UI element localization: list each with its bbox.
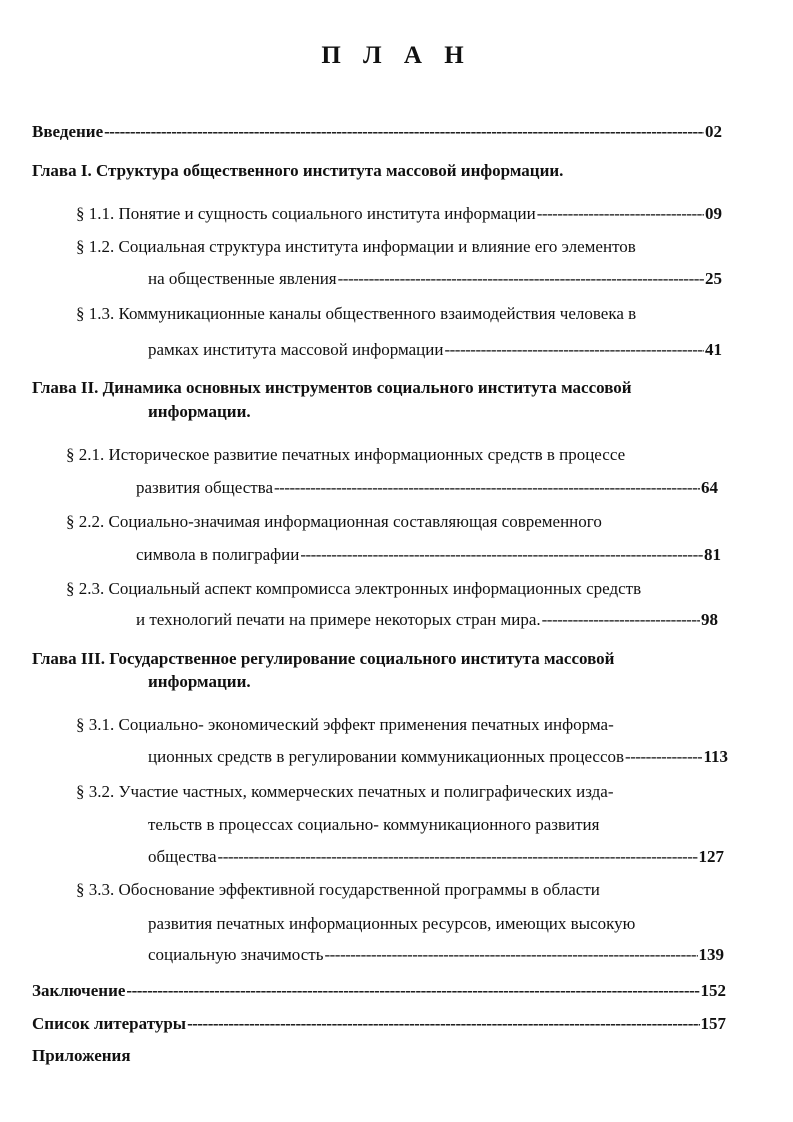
toc-entry-label: на общественные явления xyxy=(148,269,337,288)
chapter-heading-text: Глава I. Структура общественного института массовой информации. xyxy=(32,161,564,180)
chapter-heading-text: информации. xyxy=(148,672,251,691)
toc-entry-intro[interactable] xyxy=(32,121,722,143)
toc-page-number: 113 xyxy=(703,747,728,766)
toc-entry-label: тельств в процессах социально- коммуникационного развития xyxy=(148,815,600,834)
toc-entry-label: § 1.1. Понятие и сущность социального института информации xyxy=(76,204,536,223)
toc-leader xyxy=(338,268,704,290)
toc-entry-label: Список литературы xyxy=(32,1014,187,1033)
toc-page-number: 152 xyxy=(700,981,726,1000)
toc-entry-references[interactable] xyxy=(32,1013,726,1035)
toc-page-number: 41 xyxy=(705,340,722,359)
toc-entry-3-3-line3[interactable] xyxy=(148,944,724,966)
toc-leader xyxy=(542,609,700,631)
toc-entry-2-2-line1[interactable] xyxy=(66,511,756,533)
toc-entry-appendix[interactable] xyxy=(32,1045,332,1067)
toc-entry-label: § 2.1. Историческое развитие печатных информационных средств в процессе xyxy=(66,445,626,464)
chapter-heading-text: Глава II. Динамика основных инструментов социального института массовой xyxy=(32,378,632,397)
toc-page-number: 02 xyxy=(705,122,722,141)
toc-leader xyxy=(126,980,699,1002)
toc-page-number: 25 xyxy=(705,269,722,288)
toc-entry-1-2-line1[interactable] xyxy=(76,236,756,258)
chapter-2-heading-line1[interactable] xyxy=(32,377,762,399)
chapter-heading-text: информации. xyxy=(148,402,251,421)
toc-entry-label: Введение xyxy=(32,122,104,141)
toc-entry-label: Заключение xyxy=(32,981,126,1000)
toc-entry-conclusion[interactable] xyxy=(32,980,726,1002)
toc-page-number: 98 xyxy=(701,610,718,629)
chapter-heading-text: Глава III. Государственное регулирование социального института массовой xyxy=(32,649,615,668)
toc-entry-label: § 3.3. Обоснование эффективной государственной программы в области xyxy=(76,880,600,899)
toc-page-number: 81 xyxy=(704,545,721,564)
toc-entry-label: ционных средств в регулировании коммуникационных процессов xyxy=(148,747,625,766)
toc-leader xyxy=(444,339,704,361)
toc-entry-label: § 3.1. Социально- экономический эффект применения печатных информа- xyxy=(76,715,614,734)
page-title: П Л А Н xyxy=(321,42,472,69)
toc-entry-label: символа в полиграфии xyxy=(136,545,300,564)
toc-leader xyxy=(218,846,698,868)
toc-entry-3-1-line2[interactable] xyxy=(148,746,728,768)
toc-page-number: 127 xyxy=(698,847,724,866)
toc-entry-label: § 3.2. Участие частных, коммерческих печатных и полиграфических изда- xyxy=(76,782,614,801)
toc-entry-2-3-line2[interactable] xyxy=(136,609,718,631)
toc-entry-3-1-line1[interactable] xyxy=(76,714,766,736)
toc-page-number: 64 xyxy=(701,478,718,497)
toc-page-number: 139 xyxy=(698,945,724,964)
toc-page-number: 157 xyxy=(700,1014,726,1033)
toc-entry-2-1-line2[interactable] xyxy=(136,477,718,499)
chapter-3-heading-line2[interactable] xyxy=(148,671,448,693)
toc-leader xyxy=(537,203,704,225)
toc-entry-1-2-line2[interactable] xyxy=(148,268,722,290)
toc-entry-3-2-line1[interactable] xyxy=(76,781,766,803)
chapter-1-heading[interactable] xyxy=(32,160,732,182)
toc-entry-label: § 2.3. Социальный аспект компромисса электронных информационных средств xyxy=(66,579,642,598)
toc-page-number: 09 xyxy=(705,204,722,223)
toc-entry-3-3-line1[interactable] xyxy=(76,879,766,901)
toc-leader xyxy=(274,477,700,499)
toc-entry-label: § 1.3. Коммуникационные каналы общественного взаимодействия человека в xyxy=(76,304,637,323)
toc-entry-2-3-line1[interactable] xyxy=(66,578,766,600)
toc-entry-3-2-line2[interactable] xyxy=(148,814,748,836)
chapter-2-heading-line2[interactable] xyxy=(148,401,448,423)
toc-entry-label: развития печатных информационных ресурсов, имеющих высокую xyxy=(148,914,636,933)
toc-entry-1-3-line2[interactable] xyxy=(148,339,722,361)
toc-entry-2-1-line1[interactable] xyxy=(66,444,756,466)
toc-entry-label: и технологий печати на примере некоторых стран мира. xyxy=(136,610,541,629)
toc-entry-1-3-line1[interactable] xyxy=(76,303,756,325)
toc-leader xyxy=(625,746,702,768)
toc-entry-label: § 1.2. Социальная структура института информации и влияние его элементов xyxy=(76,237,636,256)
chapter-3-heading-line1[interactable] xyxy=(32,648,762,670)
toc-leader xyxy=(300,544,703,566)
toc-entry-3-3-line2[interactable] xyxy=(148,913,748,935)
toc-entry-label: общества xyxy=(148,847,217,866)
toc-entry-label: социальную значимость xyxy=(148,945,324,964)
toc-entry-label: Приложения xyxy=(32,1046,131,1065)
toc-entry-label: развития общества xyxy=(136,478,274,497)
toc-entry-3-2-line3[interactable] xyxy=(148,846,724,868)
toc-leader xyxy=(324,944,697,966)
toc-entry-1-1[interactable] xyxy=(76,203,722,225)
toc-leader xyxy=(187,1013,699,1035)
toc-entry-2-2-line2[interactable] xyxy=(136,544,721,566)
toc-entry-label: рамках института массовой информации xyxy=(148,340,444,359)
toc-leader xyxy=(104,121,704,143)
toc-entry-label: § 2.2. Социально-значимая информационная составляющая современного xyxy=(66,512,602,531)
